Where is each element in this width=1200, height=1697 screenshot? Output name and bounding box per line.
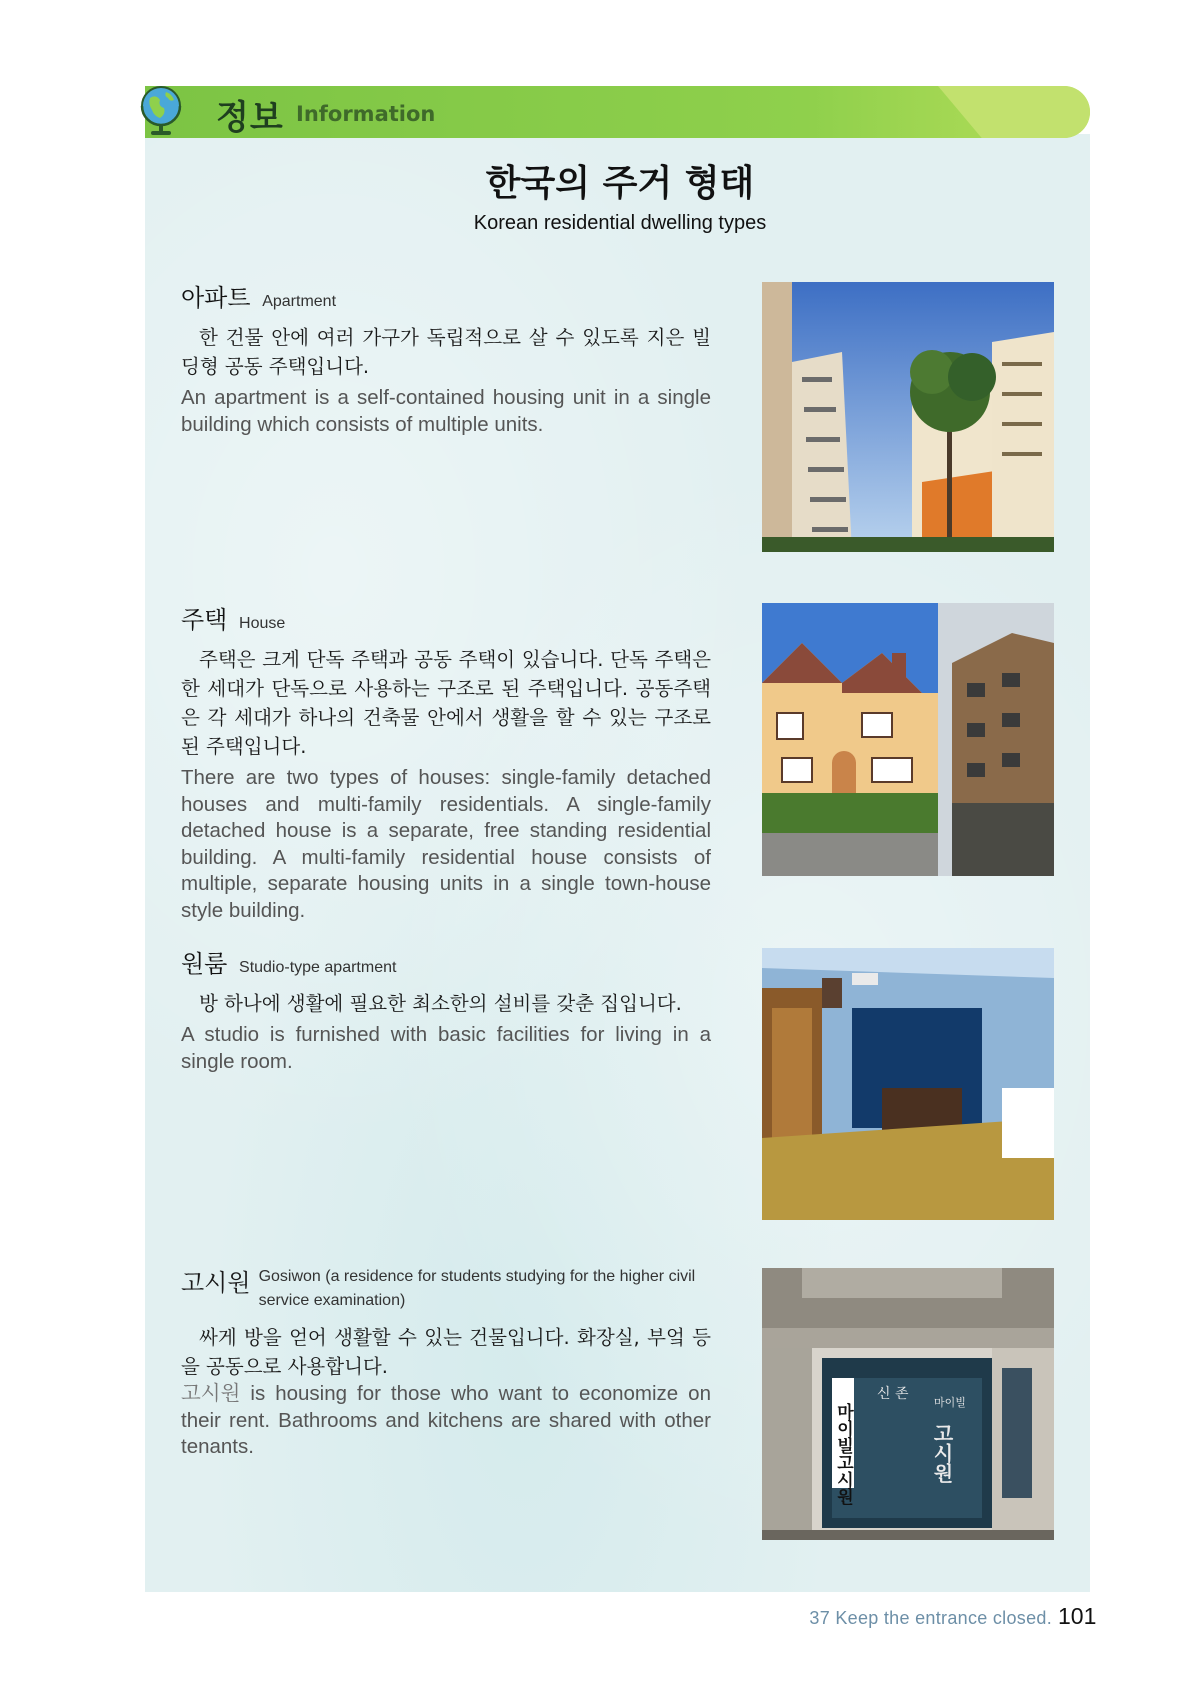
page-title: 한국의 주거 형태: [485, 163, 755, 204]
heading-en: Studio-type apartment: [239, 959, 397, 976]
header-bar: [145, 86, 1090, 138]
section-heading: [181, 944, 711, 979]
page-number: 101: [1058, 1603, 1097, 1629]
heading-ko: 아파트: [181, 284, 251, 312]
heading-ko: 원룸: [181, 950, 228, 978]
body-en: is housing for those who want to economize on their rent. Bathrooms and kitchens are shared with other tenants.: [181, 1382, 711, 1458]
body-ko: 방 하나에 생활에 필요한 최소한의 설비를 갖춘 집입니다.: [199, 992, 682, 1015]
heading-en: House: [239, 615, 286, 632]
section-apartment: [181, 278, 711, 438]
page-subtitle: Korean residential dwelling types: [473, 212, 767, 234]
sign-gosiwon: 고시원: [930, 1423, 954, 1483]
footer-note: 37 Keep the entrance closed.: [809, 1608, 1052, 1628]
section-house: [181, 600, 711, 924]
heading-en: Gosiwon (a residence for students studying for the higher civil service examination): [258, 1268, 696, 1309]
header-stripe: [900, 86, 1090, 138]
body-en: A studio is furnished with basic facilities for living in a single room.: [181, 1023, 711, 1073]
globe-icon: [138, 84, 184, 138]
header-label-ko: 정보: [216, 98, 284, 138]
apartment-photo: [762, 282, 1054, 552]
body-en: An apartment is a self-contained housing unit in a single building which consists of multiple units.: [181, 386, 711, 436]
section-heading: [181, 1263, 711, 1313]
body-ko: 주택은 크게 단독 주택과 공동 주택이 있습니다. 단독 주택은 한 세대가 단독으로 사용하는 구조로 된 주택입니다. 공동주택은 각 세대가 하나의 건축물 안에서 생활을 할 수 있는 구조로 된 주택입니다.: [181, 648, 711, 758]
section-heading: [181, 600, 711, 635]
section-gosiwon: [181, 1263, 711, 1461]
section-studio: [181, 944, 711, 1075]
body-ko: 싸게 방을 얻어 생활할 수 있는 건물입니다. 화장실, 부엌 등을 공동으로 사용합니다.: [181, 1326, 711, 1378]
header-label-en: Information: [296, 102, 436, 126]
body-en-term: 고시원: [181, 1382, 241, 1405]
house-photo: [762, 603, 1054, 876]
gosiwon-photo: [762, 1268, 1054, 1540]
heading-en: Apartment: [262, 293, 337, 310]
heading-ko: 고시원: [181, 1269, 251, 1297]
studio-photo: [762, 948, 1054, 1220]
heading-ko: 주택: [181, 606, 228, 634]
body-en: There are two types of houses: single-family detached houses and multi-family residentials. A single-family detached house is a separate, free standing residential building. A multi-family residential house consists of multiple, separate housing units in a single town-house style building.: [181, 766, 711, 922]
section-heading: [181, 278, 711, 313]
sign-sinchon: 신 존: [877, 1386, 909, 1402]
body-ko: 한 건물 안에 여러 가구가 독립적으로 살 수 있도록 지은 빌딩형 공동 주택입니다.: [181, 326, 711, 378]
sign-vertical: 마이빌고시원: [833, 1403, 853, 1505]
sign-mybill: 마이빌: [934, 1396, 966, 1409]
